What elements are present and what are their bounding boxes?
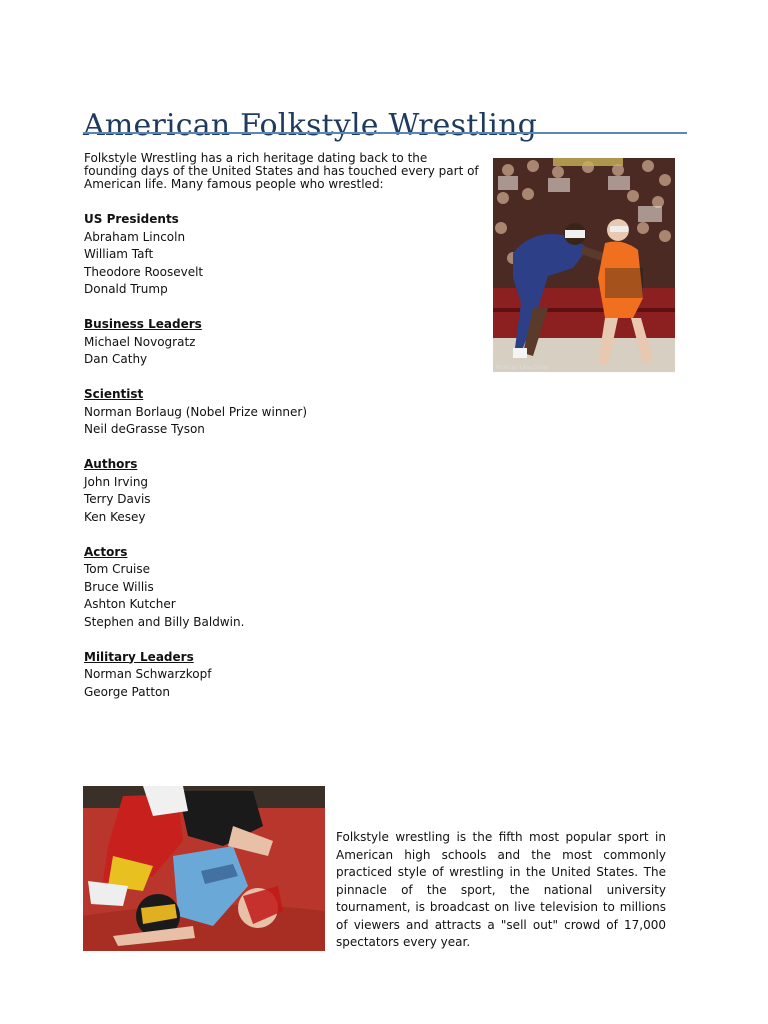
group-heading: Military Leaders (84, 649, 194, 664)
wrestling-pin-photo (83, 786, 325, 951)
group-heading: Actors (84, 544, 128, 559)
wrestling-match-illustration (493, 158, 675, 372)
famous-wrestlers-list (84, 211, 484, 719)
group-business-leaders (84, 316, 484, 369)
list-item: Theodore Roosevelt (84, 264, 204, 279)
list-item: Norman Borlaug (Nobel Prize winner) (84, 404, 308, 419)
list-item: Abraham Lincoln (84, 229, 186, 244)
group-heading: Business Leaders (84, 317, 202, 331)
page-title: American Folkstyle Wrestling (83, 108, 537, 144)
list-item: Tom Cruise (84, 562, 151, 576)
group-authors (84, 456, 484, 526)
list-item: John Irving (84, 474, 149, 489)
intro-paragraph: Folkstyle Wrestling has a rich heritage dating back to the founding days of the United States and has touched every part of American life. Many famous people who wrestled: (84, 151, 479, 191)
wrestling-match-photo (493, 158, 675, 372)
wrestling-pin-illustration (83, 786, 325, 951)
list-item: Michael Novogratz (84, 334, 196, 349)
list-item: Terry Davis (84, 492, 151, 506)
list-item: Donald Trump (84, 282, 168, 296)
group-heading: Scientist (84, 387, 144, 401)
group-heading: Authors (84, 457, 138, 471)
group-scientist (84, 386, 484, 439)
photo-credit: Photo by Larry Slater (496, 365, 549, 371)
title-divider (83, 132, 687, 134)
group-military-leaders (84, 649, 484, 702)
list-item: Dan Cathy (84, 352, 148, 366)
list-item: Ken Kesey (84, 509, 146, 524)
body-paragraph: Folkstyle wrestling is the fifth most popular sport in American high schools and the most commonly practiced style of wrestling in the United States. The pinnacle of the sport, the national university tournament, is broadcast on live television to millions of viewers and attracts a "sell out" crowd of 17,000 spectators every year. (336, 830, 666, 949)
group-actors (84, 544, 484, 632)
list-item: Bruce Willis (84, 579, 154, 594)
list-item: Stephen and Billy Baldwin. (84, 614, 245, 629)
list-item: Neil deGrasse Tyson (84, 422, 205, 436)
list-item: Ashton Kutcher (84, 597, 176, 611)
list-item: William Taft (84, 247, 154, 261)
group-heading: US Presidents (84, 212, 179, 226)
group-us-presidents (84, 211, 484, 299)
list-item: George Patton (84, 684, 170, 699)
list-item: Norman Schwarzkopf (84, 667, 212, 681)
